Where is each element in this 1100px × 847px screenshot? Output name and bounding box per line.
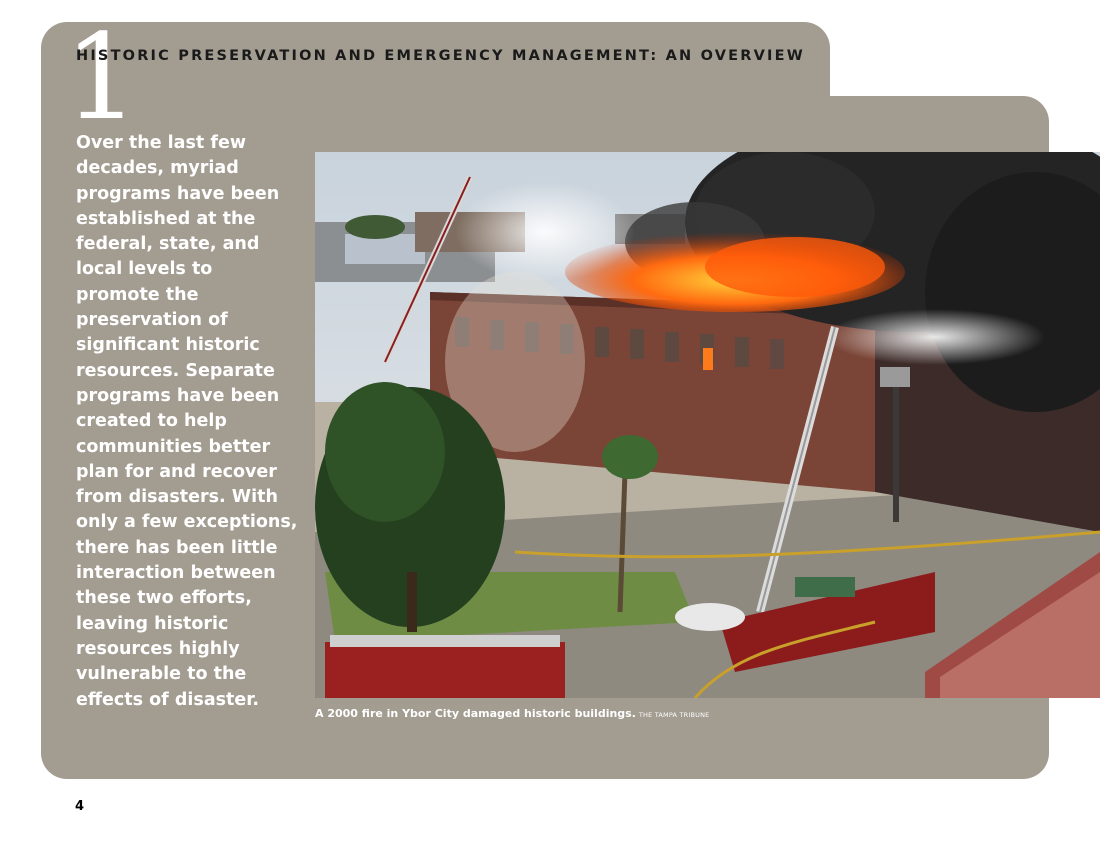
chapter-title: HISTORIC PRESERVATION AND EMERGENCY MANAGEMENT: AN OVERVIEW (76, 48, 805, 64)
fire-photo (315, 152, 1100, 698)
photo-credit: THE TAMPA TRIBUNE (638, 711, 710, 719)
page-number: 4 (75, 799, 85, 814)
chapter-number: 1 (64, 8, 140, 146)
caption-text: A 2000 fire in Ybor City damaged historic buildings. (315, 707, 636, 720)
photo-caption (315, 707, 709, 720)
intro-paragraph: Over the last few decades, myriad programs have been established at the federal, state, and local levels to promote the preservation of significant historic resources. Separate programs have been created to help communities better plan for and recover from disasters. With only a few exceptions, there has been little interaction between these two efforts, leaving historic resources highly vulnerable to the effects of disaster. (76, 133, 298, 710)
